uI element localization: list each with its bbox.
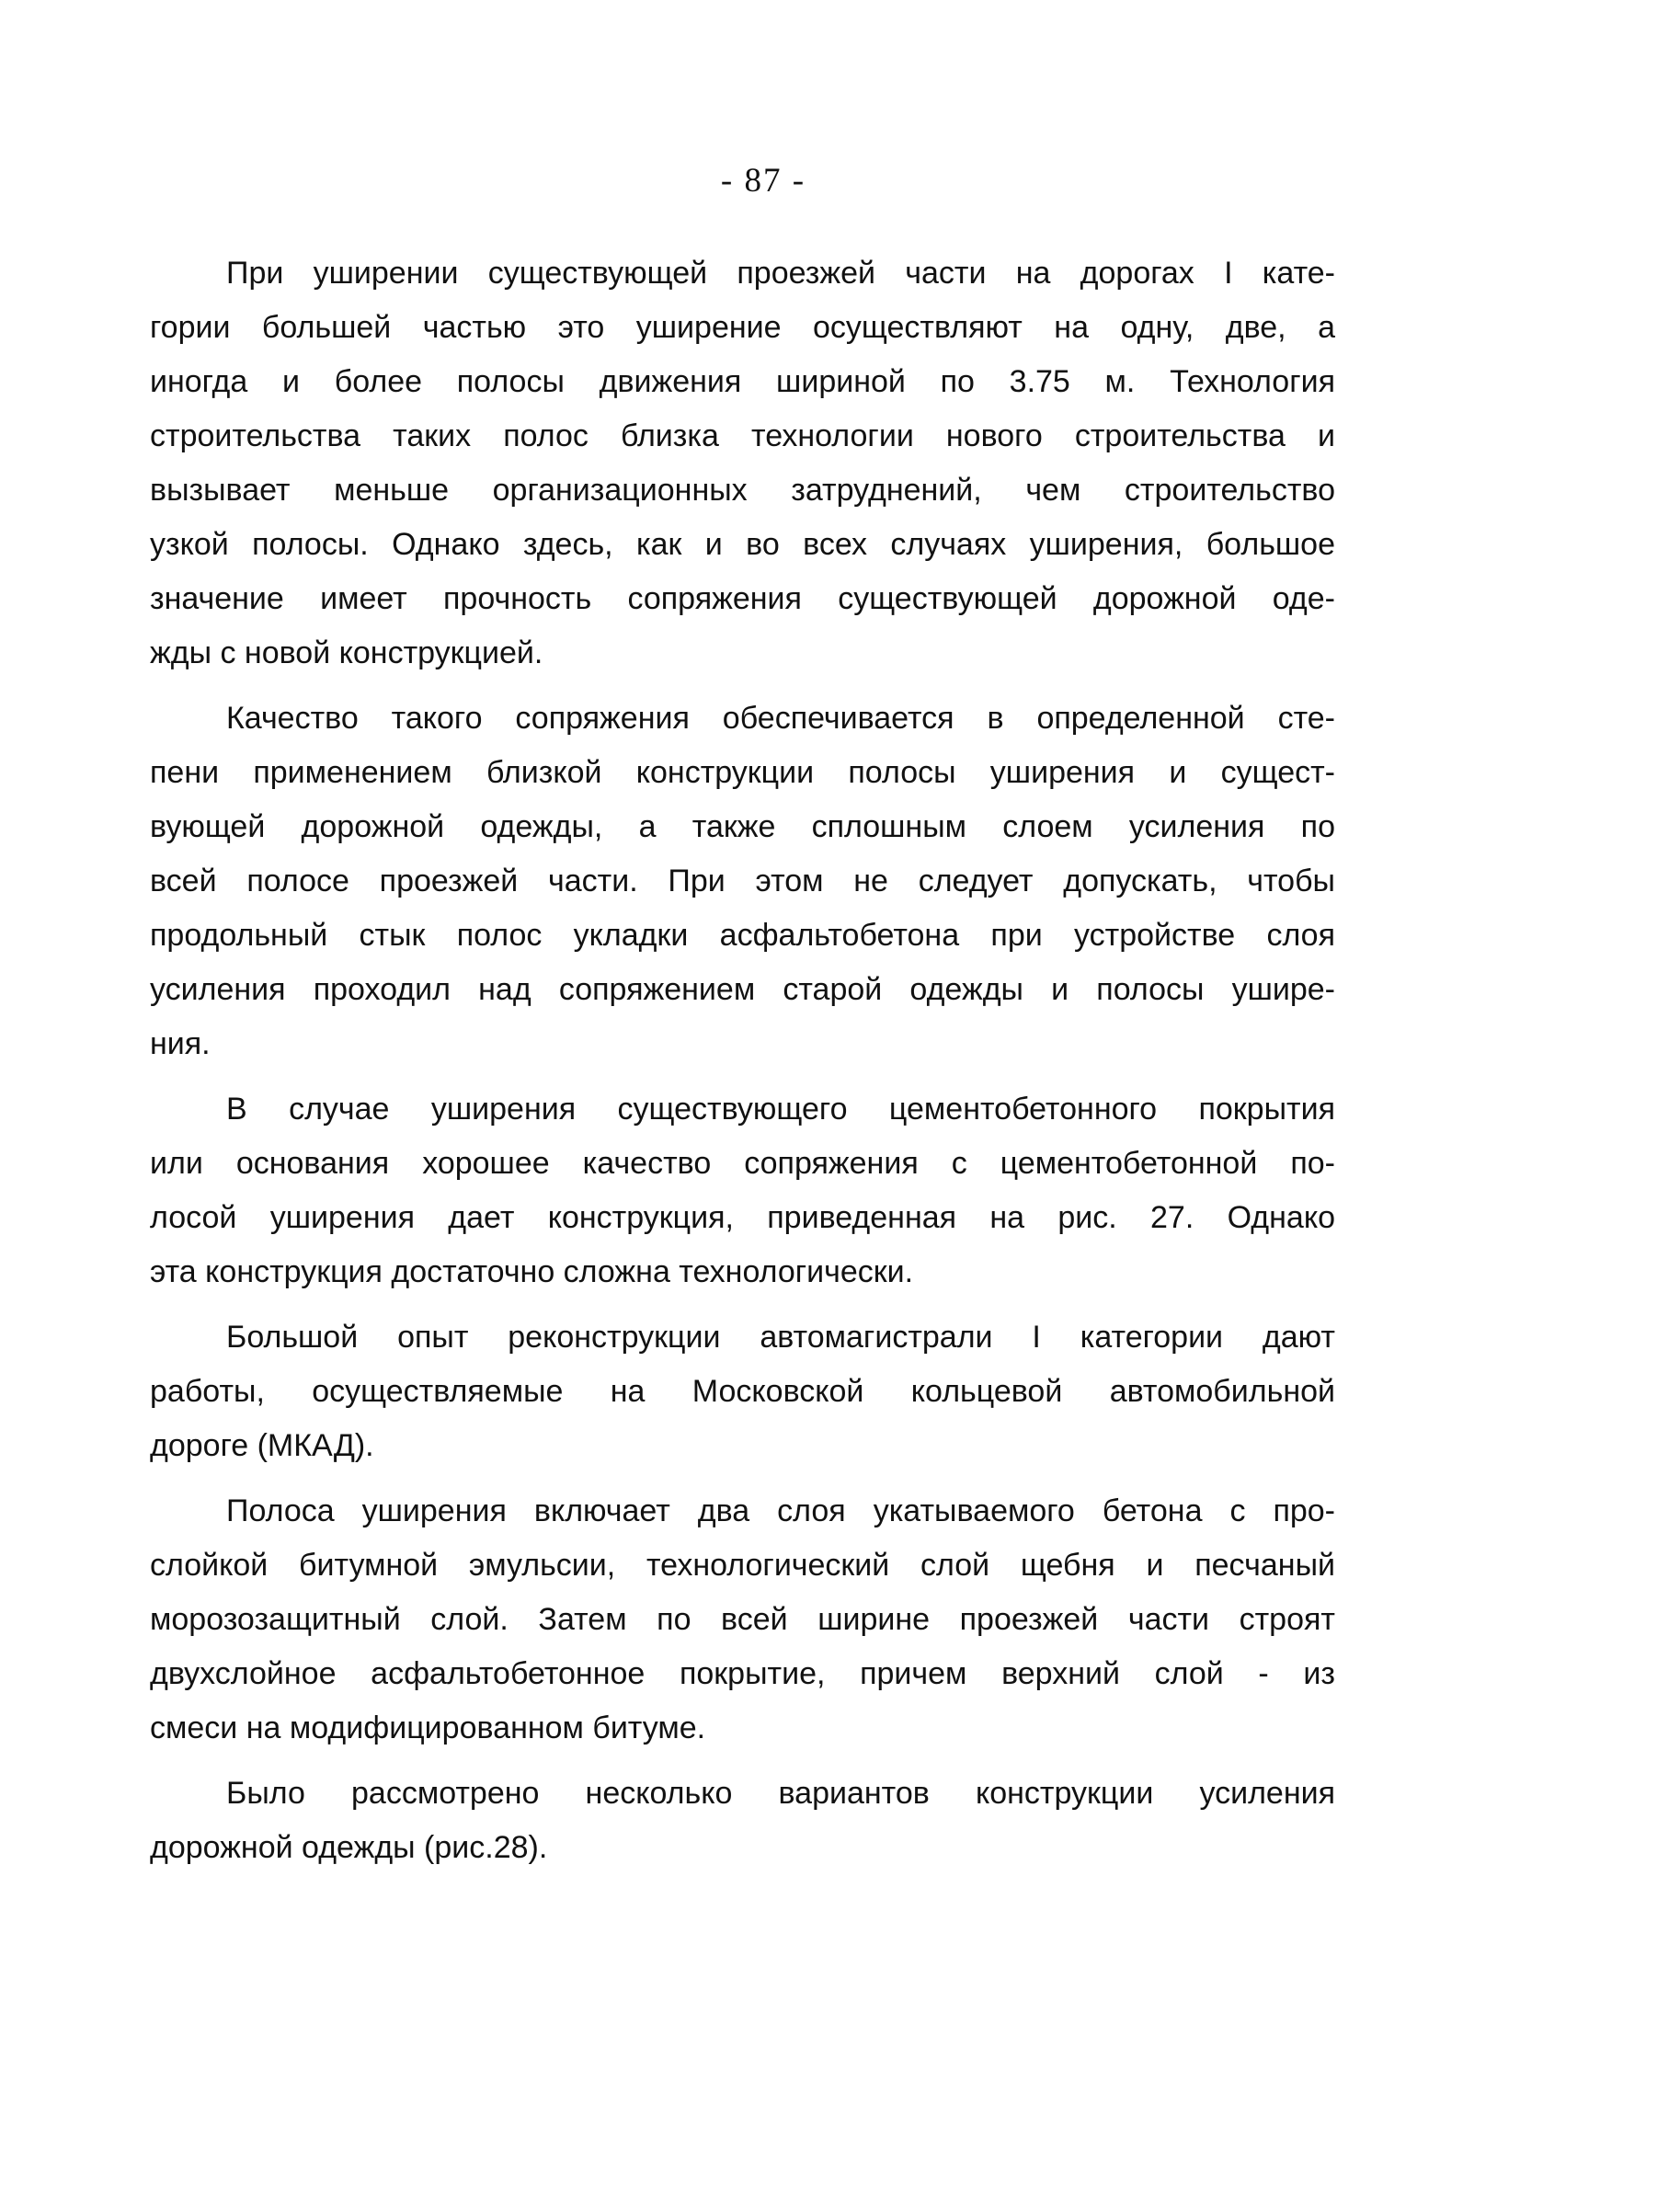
text-line: Было рассмотрено несколько вариантов конструкции усиления	[226, 1776, 1335, 1811]
paragraph-6	[150, 1767, 1335, 1875]
paragraph-3	[150, 1082, 1335, 1299]
text-line: эта конструкция достаточно сложна технологически.	[150, 1254, 914, 1289]
text-line: жды с новой конструкцией.	[150, 635, 543, 670]
text-line: морозозащитный слой. Затем по всей ширине проезжей части строят	[150, 1602, 1335, 1637]
text-line: усиления проходил над сопряжением старой одежды и полосы ушире-	[150, 972, 1335, 1007]
text-line: значение имеет прочность сопряжения существующей дорожной оде-	[150, 581, 1335, 616]
paragraph-5	[150, 1484, 1335, 1756]
paragraph-1	[150, 246, 1335, 681]
text-line: В случае уширения существующего цементобетонного покрытия	[226, 1092, 1335, 1127]
paragraph-4	[150, 1310, 1335, 1473]
text-line: работы, осуществляемые на Московской кольцевой автомобильной	[150, 1374, 1335, 1409]
text-line: дороге (МКАД).	[150, 1428, 374, 1463]
text-line: смеси на модифицированном битуме.	[150, 1710, 706, 1745]
text-line: иногда и более полосы движения шириной по 3.75 м. Технология	[150, 364, 1335, 399]
text-line: продольный стык полос укладки асфальтобетона при устройстве слоя	[150, 918, 1335, 953]
text-line: Полоса уширения включает два слоя укатываемого бетона с про-	[226, 1493, 1335, 1528]
body-text	[150, 246, 1335, 1886]
text-line: Качество такого сопряжения обеспечивается в определенной сте-	[226, 701, 1335, 736]
text-line: пени применением близкой конструкции полосы уширения и сущест-	[150, 755, 1335, 790]
text-line: Большой опыт реконструкции автомагистрали I категории дают	[226, 1320, 1335, 1355]
text-line: строительства таких полос близка технологии нового строительства и	[150, 418, 1335, 453]
text-line: двухслойное асфальтобетонное покрытие, причем верхний слой - из	[150, 1656, 1335, 1691]
page-number: - 87 -	[720, 162, 806, 200]
text-line: вующей дорожной одежды, а также сплошным слоем усиления по	[150, 809, 1335, 844]
text-line: всей полосе проезжей части. При этом не следует допускать, чтобы	[150, 864, 1335, 898]
text-line: гории большей частью это уширение осуществляют на одну, две, а	[150, 310, 1335, 345]
text-line: слойкой битумной эмульсии, технологический слой щебня и песчаный	[150, 1548, 1335, 1583]
text-line: ния.	[150, 1026, 211, 1061]
text-line: или основания хорошее качество сопряжения с цементобетонной по-	[150, 1146, 1335, 1181]
paragraph-2	[150, 692, 1335, 1071]
text-line: узкой полосы. Однако здесь, как и во всех случаях уширения, большое	[150, 527, 1335, 562]
text-line: вызывает меньше организационных затруднений, чем строительство	[150, 473, 1335, 508]
text-line: При уширении существующей проезжей части на дорогах I кате-	[226, 256, 1335, 291]
text-line: дорожной одежды (рис.28).	[150, 1830, 548, 1865]
text-line: лосой уширения дает конструкция, приведенная на рис. 27. Однако	[150, 1200, 1335, 1235]
